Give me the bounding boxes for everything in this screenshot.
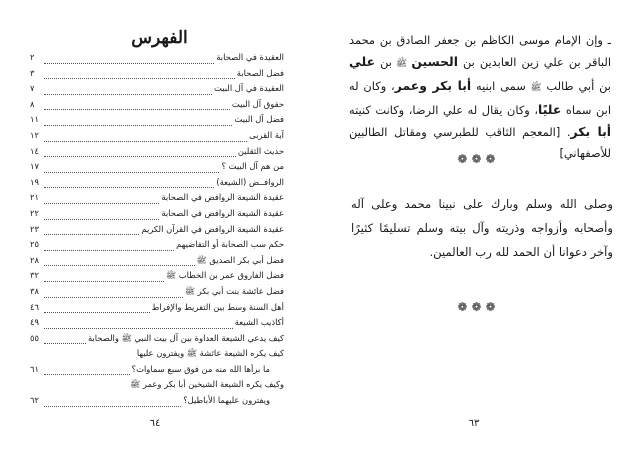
index-leader-dots xyxy=(44,186,214,188)
index-entry-page: ١٧ xyxy=(30,161,39,172)
index-entry-page: ٨ xyxy=(30,98,35,109)
index-entry-page: ٤٦ xyxy=(30,301,39,312)
index-entry-label: الروافــض (الشيعة) xyxy=(216,176,284,187)
index-leader-dots xyxy=(44,171,219,173)
name-abu-bakr: أبا بكر xyxy=(570,124,611,139)
index-entry-page: ١١ xyxy=(30,114,39,125)
source-citation: . [المعجم الثاقب للطبرسي ومقاتل الطالبين للأصفهاني] xyxy=(349,125,611,160)
index-entry-label: حديث الثقلين xyxy=(237,145,284,156)
index-entry-label: كيف يكره الشيعة عائشة ﷺ ويفترون عليها xyxy=(136,348,284,359)
index-entry xyxy=(30,348,284,364)
index-entry-label: فضل أبي بكر الصديق ﷺ xyxy=(196,254,284,265)
name-al-husayn: الحسين xyxy=(411,54,458,69)
index-entry xyxy=(30,317,284,333)
ornament-stars-top: ❁❁❁ xyxy=(457,152,500,166)
index-leader-dots xyxy=(44,124,232,126)
index-entry xyxy=(30,286,284,302)
index-entry xyxy=(30,379,284,395)
index-entry xyxy=(30,255,284,271)
index-entry xyxy=(30,52,284,68)
index-entry xyxy=(30,208,284,224)
index-leader-dots xyxy=(44,390,128,391)
index-entry-label: فضل آل البيت xyxy=(234,114,284,125)
index-entry xyxy=(30,270,284,286)
text-page xyxy=(319,0,638,450)
index-entry-label: وكيف يكره الشيعة الشيخين أبا بكر وعمر ﷺ xyxy=(130,379,284,390)
index-leader-dots xyxy=(44,249,174,251)
index-entry xyxy=(30,114,284,130)
name-aliyyan: عليًا xyxy=(538,102,562,117)
index-entry-page: ٢٨ xyxy=(30,254,39,265)
page-number-right: ٦٣ xyxy=(468,418,480,429)
index-entry xyxy=(30,68,284,84)
index-entry-label: ويفترون عليهما الأباطيل؟ xyxy=(183,395,270,406)
index-entry-label: كيف يدعي الشيعة العداوة بين آل بيت النبي ﷺ والصحابة xyxy=(87,332,284,343)
index-entry-page: ٢٣ xyxy=(30,223,39,234)
ornament-stars-bottom: ❁❁❁ xyxy=(457,300,500,314)
index-entry-label: عقيدة الشيعة الروافض في الصحابة xyxy=(161,207,284,218)
index-entry xyxy=(30,83,284,99)
index-entry xyxy=(30,302,284,318)
index-entry-page: ٣٨ xyxy=(30,285,39,296)
index-leader-dots xyxy=(44,280,164,282)
index-entry-page: ٢١ xyxy=(30,192,39,203)
index-entry-page: ٥٥ xyxy=(30,332,39,343)
index-entry-label: العقيدة في الصحابة xyxy=(216,52,284,62)
index-leader-dots xyxy=(44,233,139,235)
index-entry xyxy=(30,333,284,349)
index-entry-label: العقيدة في آل البيت xyxy=(213,83,284,94)
index-leader-dots xyxy=(44,140,247,142)
index-entry-label: من هم آل البيت ؟ xyxy=(221,161,284,172)
index-leader-dots xyxy=(44,373,130,375)
index-entry xyxy=(30,224,284,240)
index-entry-page: ٦١ xyxy=(30,363,39,374)
index-leader-dots xyxy=(44,327,233,329)
index-entry xyxy=(30,130,284,146)
index-entry-page: ١٢ xyxy=(30,129,39,140)
index-entry xyxy=(30,395,284,411)
index-leader-dots xyxy=(44,62,214,64)
index-entry-page: ٢٥ xyxy=(30,239,39,250)
closing-paragraph: وصلى الله وسلم وبارك على نبينا محمد وعلى آله وأصحابه وأزواجه وذريته وآل بيته وسلم تسليمًا كثيرًا وآخر دعوانا أن الحمد لله رب العالمين. xyxy=(351,197,613,259)
index-entry-page: ٤٩ xyxy=(30,317,39,328)
index-entry-page: ٦٢ xyxy=(30,395,39,406)
index-entry-label: أكاذيب الشيعة xyxy=(234,317,284,328)
index-leader-dots xyxy=(44,77,235,79)
index-list xyxy=(30,52,284,411)
index-entry xyxy=(30,99,284,115)
index-leader-dots xyxy=(44,218,159,220)
index-entry-label: ما برأها الله منه من فوق سبع سماوات؟ xyxy=(131,363,270,374)
index-entry xyxy=(30,177,284,193)
index-entry-label: أهل السنة وسط بين التفريط والإفراط xyxy=(151,301,284,312)
index-entry xyxy=(30,239,284,255)
index-entry-label: حقوق آل البيت xyxy=(231,98,284,109)
index-entry xyxy=(30,192,284,208)
index-leader-dots xyxy=(44,342,86,344)
index-leader-dots xyxy=(44,359,135,360)
index-entry-page: ٣ xyxy=(30,67,35,78)
index-entry-page: ٣٢ xyxy=(30,270,39,281)
index-entry-label: حكم سب الصحابة أو التفاضيهم xyxy=(176,239,284,250)
index-entry-label: عقيدة الشيعة الروافض في الصحابة xyxy=(161,192,284,203)
index-leader-dots xyxy=(44,155,236,157)
index-entry-page: ١٩ xyxy=(30,176,39,187)
index-leader-dots xyxy=(44,405,181,407)
index-entry-page: ٢٢ xyxy=(30,207,39,218)
index-entry-label: فضل عائشة بنت أبي بكر ﷺ xyxy=(184,285,284,296)
index-entry-page: ٧ xyxy=(30,83,35,94)
name-ali: علي xyxy=(349,54,376,69)
index-entry-label: فضل الفاروق عمر بن الخطاب ﷺ xyxy=(165,270,284,281)
index-leader-dots xyxy=(44,93,212,95)
index-entry-label: فضل الصحابة xyxy=(236,67,284,78)
index-entry xyxy=(30,146,284,162)
index-entry-label: آية القربى xyxy=(249,129,284,140)
index-leader-dots xyxy=(44,108,230,110)
index-leader-dots xyxy=(44,296,183,298)
index-leader-dots xyxy=(44,311,150,313)
index-title: الفهرس xyxy=(131,28,188,48)
index-leader-dots xyxy=(44,202,159,204)
page-number-left: ٦٤ xyxy=(149,418,161,429)
index-entry-page: ٢ xyxy=(30,52,35,62)
index-leader-dots xyxy=(44,264,195,266)
names-abu-bakr-umar: أبا بكر وعمر xyxy=(394,78,472,93)
main-paragraph: ـ وإن الإمام موسى الكاظم بن جعفر الصادق بن محمد الباقر بن علي زين العابدين بن الحسين ﷺ بن علي بن أبي طالب ﷺ سمى ابنيه أبا بكر وعمر، وكان له ابن سماه عليًا، وكان يقال له علي الرضا، وكانت كنيته أبا بكر. [المعجم الثاقب للطبرسي ومقاتل الطالبين للأصفهاني] xyxy=(349,33,611,160)
index-entry xyxy=(30,364,284,380)
index-entry xyxy=(30,161,284,177)
index-entry-label: عقيدة الشيعة الروافض في القرآن الكريم xyxy=(141,223,284,234)
index-entry-page: ١٤ xyxy=(30,145,39,156)
